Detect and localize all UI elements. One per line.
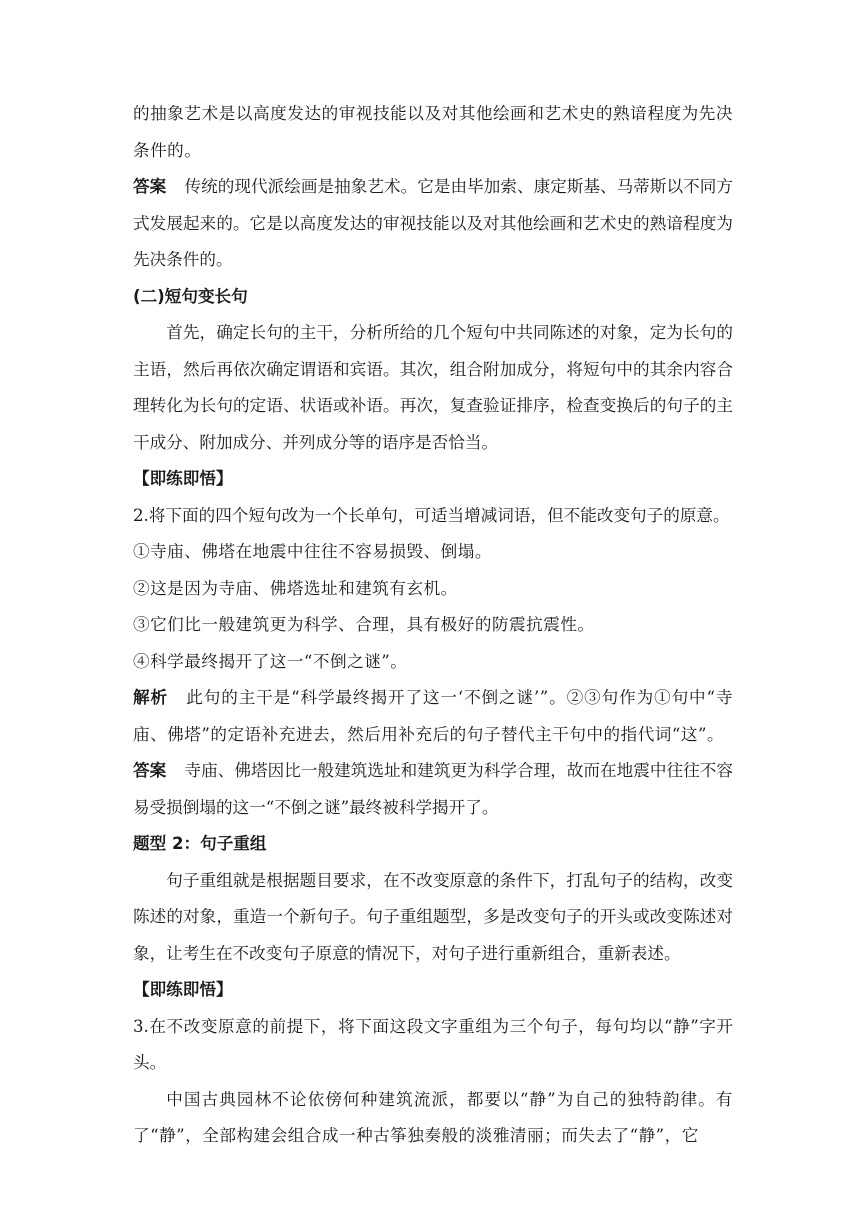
section-body-type-2: 句子重组就是根据题目要求，在不改变原意的条件下，打乱句子的结构，改变陈述的对象，重造一个新句子。句子重组题型，多是改变句子的开头或改变陈述对象，让考生在不改变句子原意的情况下，对句子进行重新组合，重新表述。 xyxy=(133,870,733,963)
section-heading-type-2: 题型 2：句子重组 xyxy=(133,834,267,853)
question-2-item-3: ③它们比一般建筑更为科学、合理，具有极好的防震抗震性。 xyxy=(133,615,595,634)
section-heading-short-to-long: (二)短句变长句 xyxy=(133,286,248,306)
answer-2 xyxy=(133,753,733,826)
answer-label: 答案 xyxy=(133,177,167,196)
question-2-item-1: ①寺庙、佛塔在地震中往往不容易损毁、倒塌。 xyxy=(133,542,492,561)
question-3: 3.在不改变原意的前提下，将下面这段文字重组为三个句子，每句均以“静”字开头。 xyxy=(133,1016,733,1072)
question-3-passage: 中国古典园林不论依傍何种建筑流派，都要以“静”为自己的独特韵律。有了“静”，全部构建会组合成一种古筝独奏般的淡雅清丽；而失去了“静”，它 xyxy=(133,1089,733,1145)
question-2-item-4: ④科学最终揭开了这一“不倒之谜”。 xyxy=(133,651,408,671)
answer-1 xyxy=(133,169,733,279)
answer-text: 寺庙、佛塔因比一般建筑选址和建筑更为科学合理，故而在地震中往往不容易受损倒塌的这一“不倒之谜”最终被科学揭开了。 xyxy=(133,761,734,817)
answer-text: 传统的现代派绘画是抽象艺术。它是由毕加索、康定斯基、马蒂斯以不同方式发展起来的。它是以高度发达的审视技能以及对其他绘画和艺术史的熟谙程度为先决条件的。 xyxy=(133,177,734,269)
analysis-text: 此句的主干是“科学最终揭开了这一‘不倒之谜’”。②③句作为①句中“寺庙、佛塔”的定语补充进去，然后用补充后的句子替代主干句中的指代词“这”。 xyxy=(133,688,734,744)
paragraph-continuation: 的抽象艺术是以高度发达的审视技能以及对其他绘画和艺术史的熟谙程度为先决条件的。 xyxy=(133,104,733,160)
analysis xyxy=(133,680,733,753)
practice-heading-2: 【即练即悟】 xyxy=(133,980,233,999)
analysis-label: 解析 xyxy=(133,688,168,707)
practice-heading-1: 【即练即悟】 xyxy=(133,469,233,488)
answer-label: 答案 xyxy=(133,761,167,780)
question-2-item-2: ②这是因为寺庙、佛塔选址和建筑有玄机。 xyxy=(133,578,458,598)
document-page xyxy=(133,96,733,1155)
question-2: 2.将下面的四个短句改为一个长单句，可适当增减词语，但不能改变句子的原意。 xyxy=(133,505,730,525)
section-body-short-to-long: 首先，确定长句的主干，分析所给的几个短句中共同陈述的对象，定为长句的主语，然后再依次确定谓语和宾语。其次，组合附加成分，将短句中的其余内容合理转化为长句的定语、状语或补语。再次，复查验证排序，检查变换后的句子的主干成分、附加成分、并列成分等的语序是否恰当。 xyxy=(133,323,733,452)
